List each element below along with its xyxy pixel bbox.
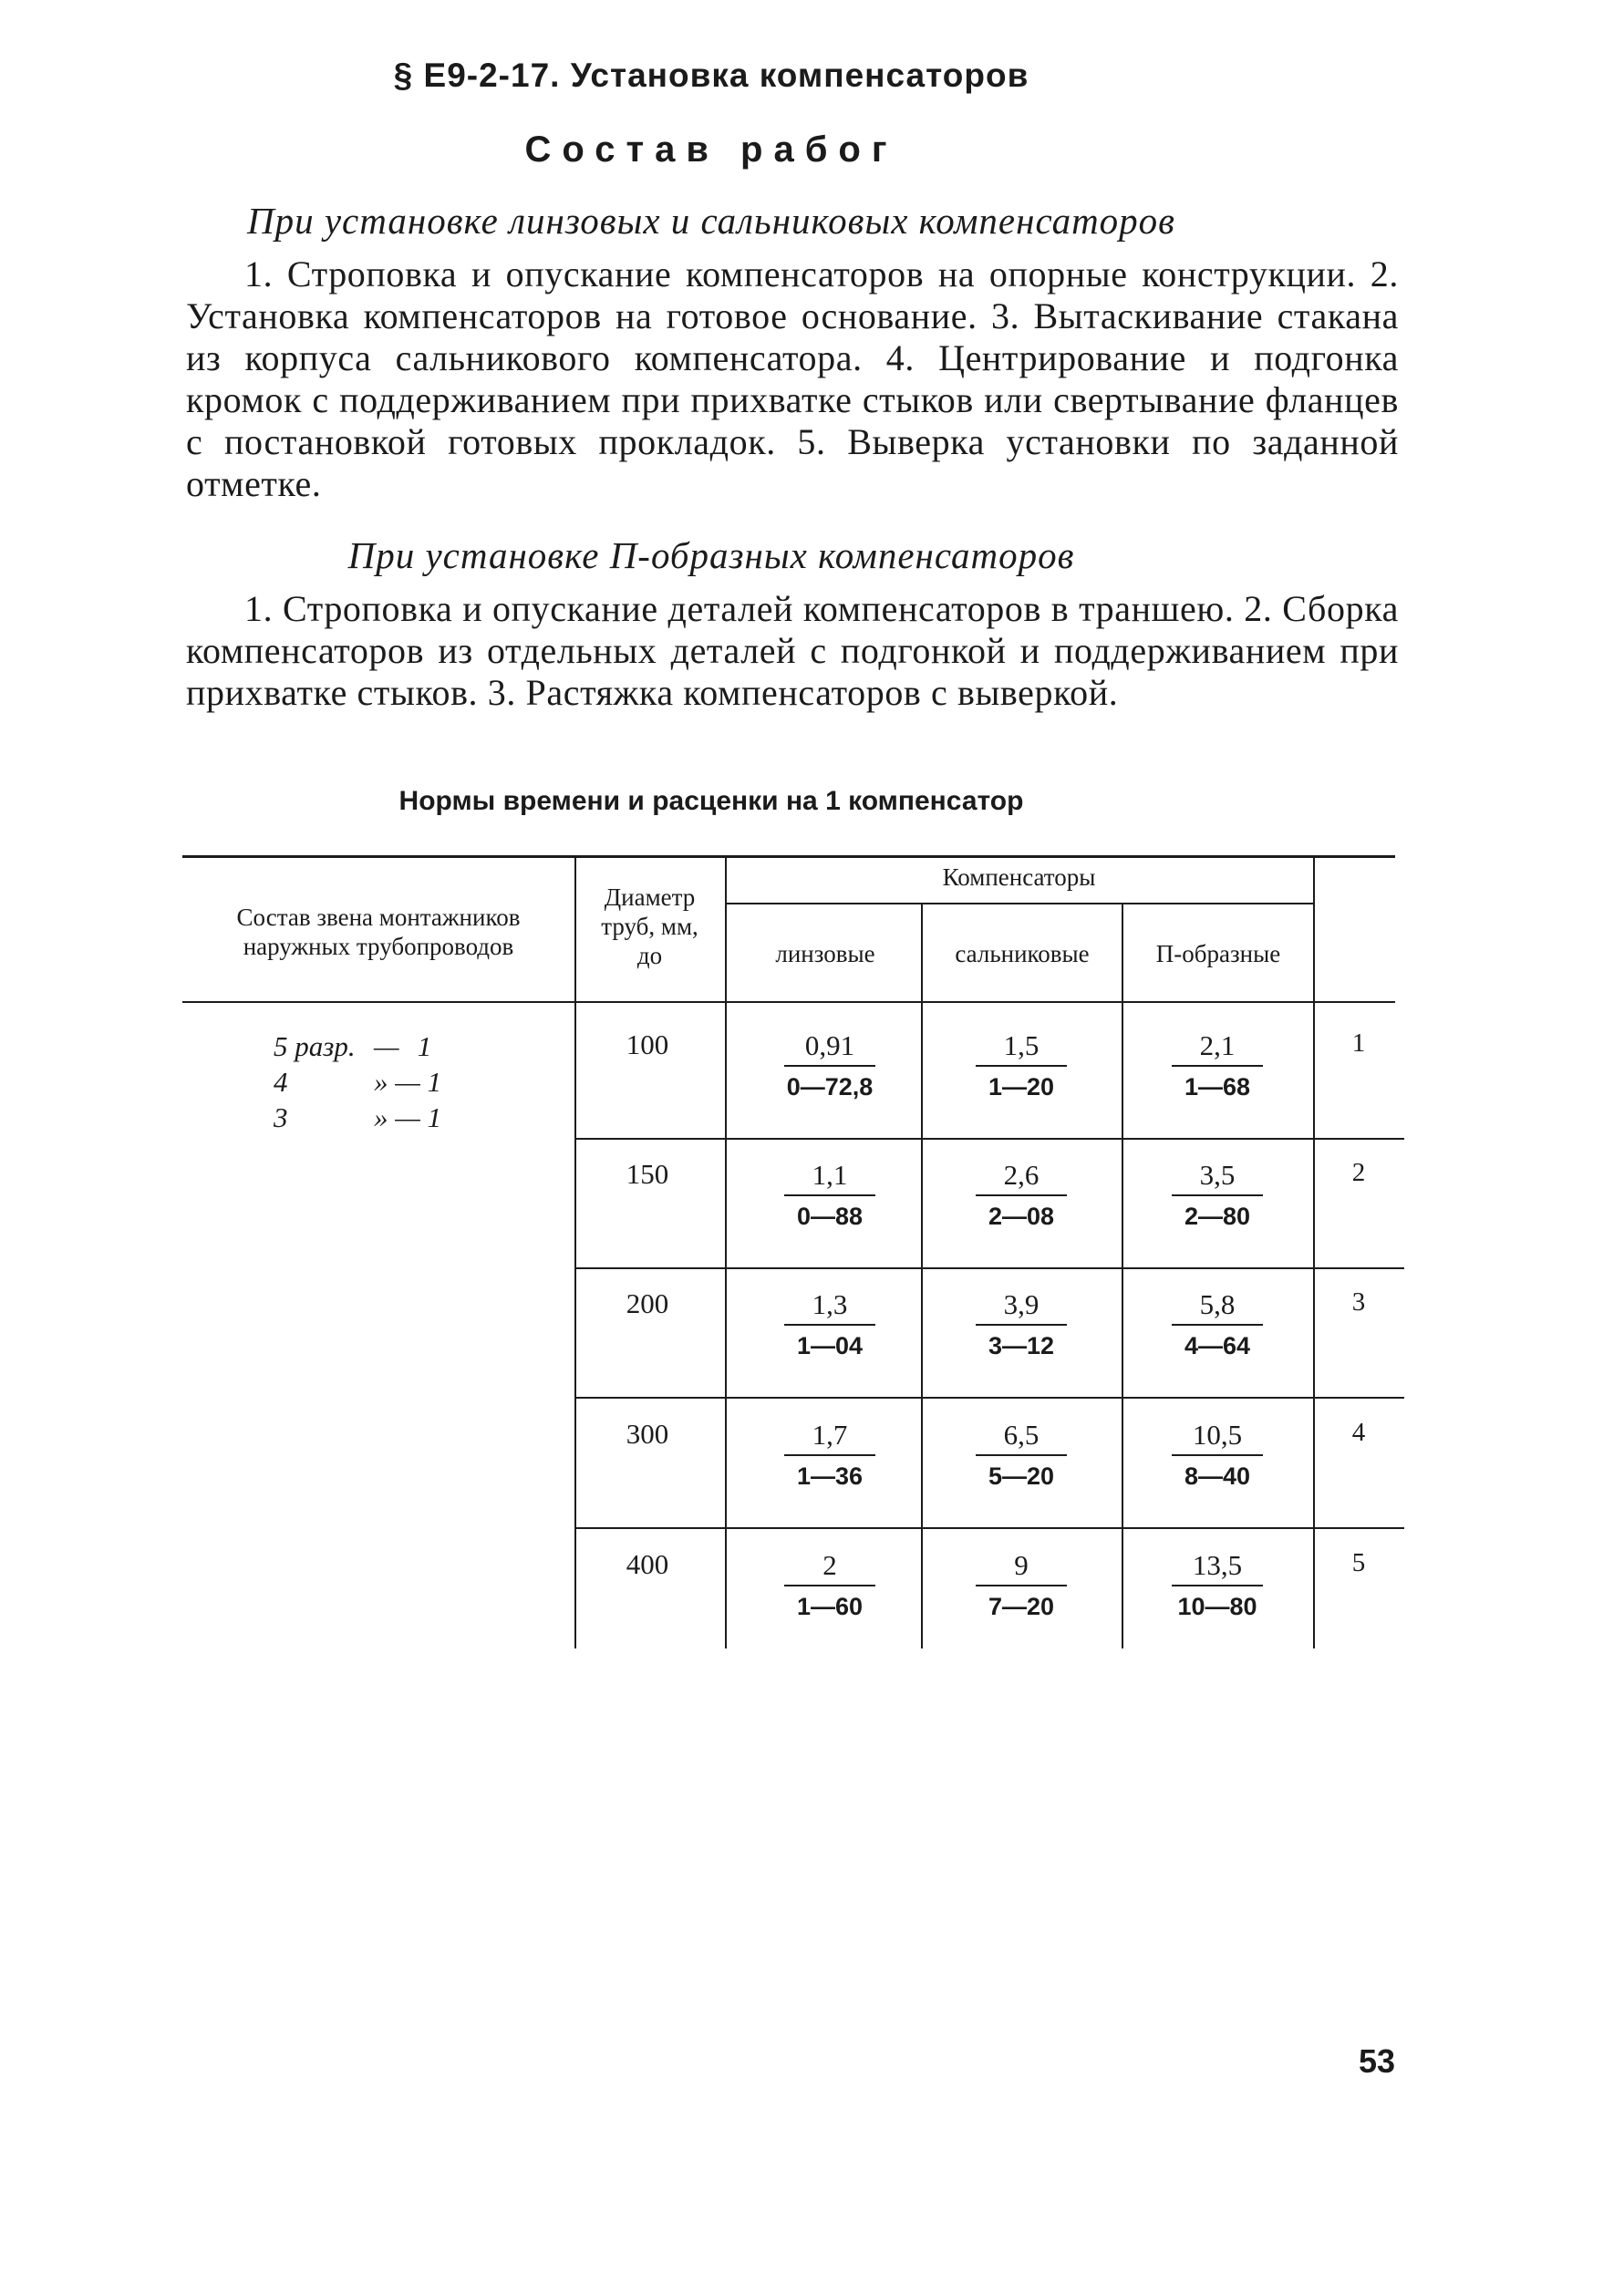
crew-grade: 5 разр.	[274, 1030, 356, 1062]
col-divider-diameter	[725, 857, 727, 1648]
header-u-shaped: П-образные	[1155, 940, 1281, 967]
header-compensators: Компенсаторы	[942, 863, 1096, 891]
header-gland: сальниковые	[955, 940, 1090, 967]
time-norm: 9	[1014, 1549, 1029, 1581]
fraction-bar	[1172, 1324, 1263, 1326]
crew-dash: » —	[374, 1101, 420, 1133]
lens-norm-rate	[739, 1158, 921, 1231]
fraction-bar	[976, 1065, 1067, 1067]
fraction-bar	[1172, 1065, 1263, 1067]
fraction-bar	[784, 1324, 875, 1326]
rate: 0—88	[796, 1203, 864, 1230]
row-number: 5	[1351, 1548, 1366, 1577]
crew-composition	[274, 1028, 441, 1135]
gland-norm-rate	[930, 1418, 1112, 1491]
rate: 2—80	[1184, 1203, 1251, 1230]
time-norm: 13,5	[1192, 1549, 1243, 1581]
fraction-bar	[976, 1454, 1067, 1456]
diameter-cell: 300	[626, 1418, 669, 1450]
header-diameter: Диаметр труб, мм, до	[601, 884, 698, 969]
rate: 4—64	[1184, 1332, 1251, 1359]
diameter-cell: 100	[626, 1028, 669, 1060]
time-norm: 3,9	[1003, 1288, 1040, 1320]
rate: 8—40	[1184, 1462, 1251, 1490]
rate: 1—36	[796, 1462, 864, 1490]
table-caption: Нормы времени и расценки на 1 компенсатор	[398, 786, 1024, 816]
fraction-bar	[784, 1194, 875, 1196]
work-composition-title: Состав рабог	[524, 129, 898, 170]
time-norm: 2,6	[1003, 1159, 1040, 1191]
diameter-cell: 400	[626, 1548, 669, 1580]
rate: 5—20	[988, 1462, 1055, 1490]
u-shaped-norm-rate	[1126, 1548, 1309, 1621]
col-divider-gland	[1122, 904, 1123, 1648]
section-title: § Е9-2-17. Установка компенсаторов	[393, 57, 1029, 94]
rate: 1—68	[1184, 1073, 1251, 1100]
row-number: 4	[1351, 1418, 1366, 1447]
lens-norm-rate	[739, 1028, 921, 1101]
crew-dash: » —	[374, 1066, 420, 1098]
crew-row	[274, 1064, 441, 1100]
time-norm: 1,3	[812, 1288, 848, 1320]
col-divider-u-shaped	[1313, 857, 1315, 1648]
fraction-bar	[976, 1194, 1067, 1196]
crew-count: 1	[427, 1101, 442, 1133]
row-rule-2	[574, 1267, 1404, 1269]
fraction-bar	[1172, 1585, 1263, 1586]
rate: 1—04	[796, 1332, 864, 1359]
time-norm: 2,1	[1199, 1029, 1236, 1061]
crew-row	[274, 1028, 441, 1064]
lens-norm-rate	[739, 1548, 921, 1621]
lens-norm-rate	[739, 1287, 921, 1360]
time-norm: 2	[822, 1549, 837, 1581]
rate: 1—20	[988, 1073, 1055, 1100]
diameter-cell: 150	[626, 1158, 669, 1190]
crew-dash: —	[374, 1030, 399, 1062]
row-rule-3	[574, 1397, 1404, 1399]
row-rule-4	[574, 1527, 1404, 1529]
gland-norm-rate	[930, 1548, 1112, 1621]
u-shaped-norm-rate	[1126, 1028, 1309, 1101]
page-number: 53	[1359, 2042, 1396, 2080]
crew-row	[274, 1100, 441, 1135]
header-bottom-rule	[182, 1001, 1395, 1003]
crew-grade: 4	[274, 1066, 288, 1098]
header-lens: линзовые	[775, 940, 875, 967]
gland-norm-rate	[930, 1158, 1112, 1231]
u-shaped-work-text: 1. Строповка и опускание деталей компенсаторов в траншею. 2. Сборка компенсаторов из отдельных деталей с подгонкой и поддерживанием при прихватке стыков. 3. Растяжка компенсаторов с выверкой.	[186, 588, 1399, 713]
header-crew: Состав звена монтажников наружных трубопроводов	[236, 904, 521, 960]
rate: 1—60	[796, 1593, 864, 1620]
fraction-bar	[784, 1065, 875, 1067]
time-norm: 5,8	[1199, 1288, 1236, 1320]
fraction-bar	[976, 1585, 1067, 1586]
compensators-subheader-rule	[725, 903, 1313, 904]
rate: 3—12	[988, 1332, 1055, 1359]
lens-gland-subheading: При установке линзовых и сальниковых компенсаторов	[247, 200, 1175, 242]
lens-gland-work-text: 1. Строповка и опускание компенсаторов на опорные конструкции. 2. Установка компенсаторов на готовое основание. 3. Вытаскивание стакана из корпуса сальникового компенсатора. 4. Центрирование и подгонка кромок с поддерживанием при прихватке стыков или свертывание фланцев с постановкой готовых прокладок. 5. Выверка установки по заданной отметке.	[186, 253, 1399, 504]
table-top-rule	[182, 855, 1395, 858]
u-shaped-norm-rate	[1126, 1287, 1309, 1360]
rate: 0—72,8	[786, 1073, 874, 1100]
time-norm: 1,7	[812, 1419, 848, 1451]
row-number: 1	[1351, 1028, 1366, 1058]
gland-norm-rate	[930, 1287, 1112, 1360]
fraction-bar	[784, 1454, 875, 1456]
fraction-bar	[976, 1324, 1067, 1326]
u-shaped-subheading: При установке П-образных компенсаторов	[347, 534, 1075, 576]
time-norm: 10,5	[1192, 1419, 1243, 1451]
time-norm: 6,5	[1003, 1419, 1040, 1451]
time-norm: 3,5	[1199, 1159, 1236, 1191]
u-shaped-norm-rate	[1126, 1418, 1309, 1491]
rate: 2—08	[988, 1203, 1055, 1230]
rate: 10—80	[1177, 1593, 1257, 1620]
gland-norm-rate	[930, 1028, 1112, 1101]
row-number: 2	[1351, 1158, 1366, 1187]
crew-grade: 3	[274, 1101, 288, 1133]
rate: 7—20	[988, 1593, 1055, 1620]
time-norm: 0,91	[804, 1029, 855, 1061]
diameter-cell: 200	[626, 1287, 669, 1319]
row-number: 3	[1351, 1287, 1366, 1317]
fraction-bar	[1172, 1194, 1263, 1196]
col-divider-lens	[921, 904, 923, 1648]
fraction-bar	[1172, 1454, 1263, 1456]
fraction-bar	[784, 1585, 875, 1586]
row-rule-1	[574, 1138, 1404, 1140]
crew-count: 1	[417, 1030, 432, 1062]
col-divider-crew	[574, 857, 576, 1648]
u-shaped-norm-rate	[1126, 1158, 1309, 1231]
crew-count: 1	[427, 1066, 442, 1098]
lens-norm-rate	[739, 1418, 921, 1491]
time-norm: 1,5	[1003, 1029, 1040, 1061]
time-norm: 1,1	[812, 1159, 848, 1191]
